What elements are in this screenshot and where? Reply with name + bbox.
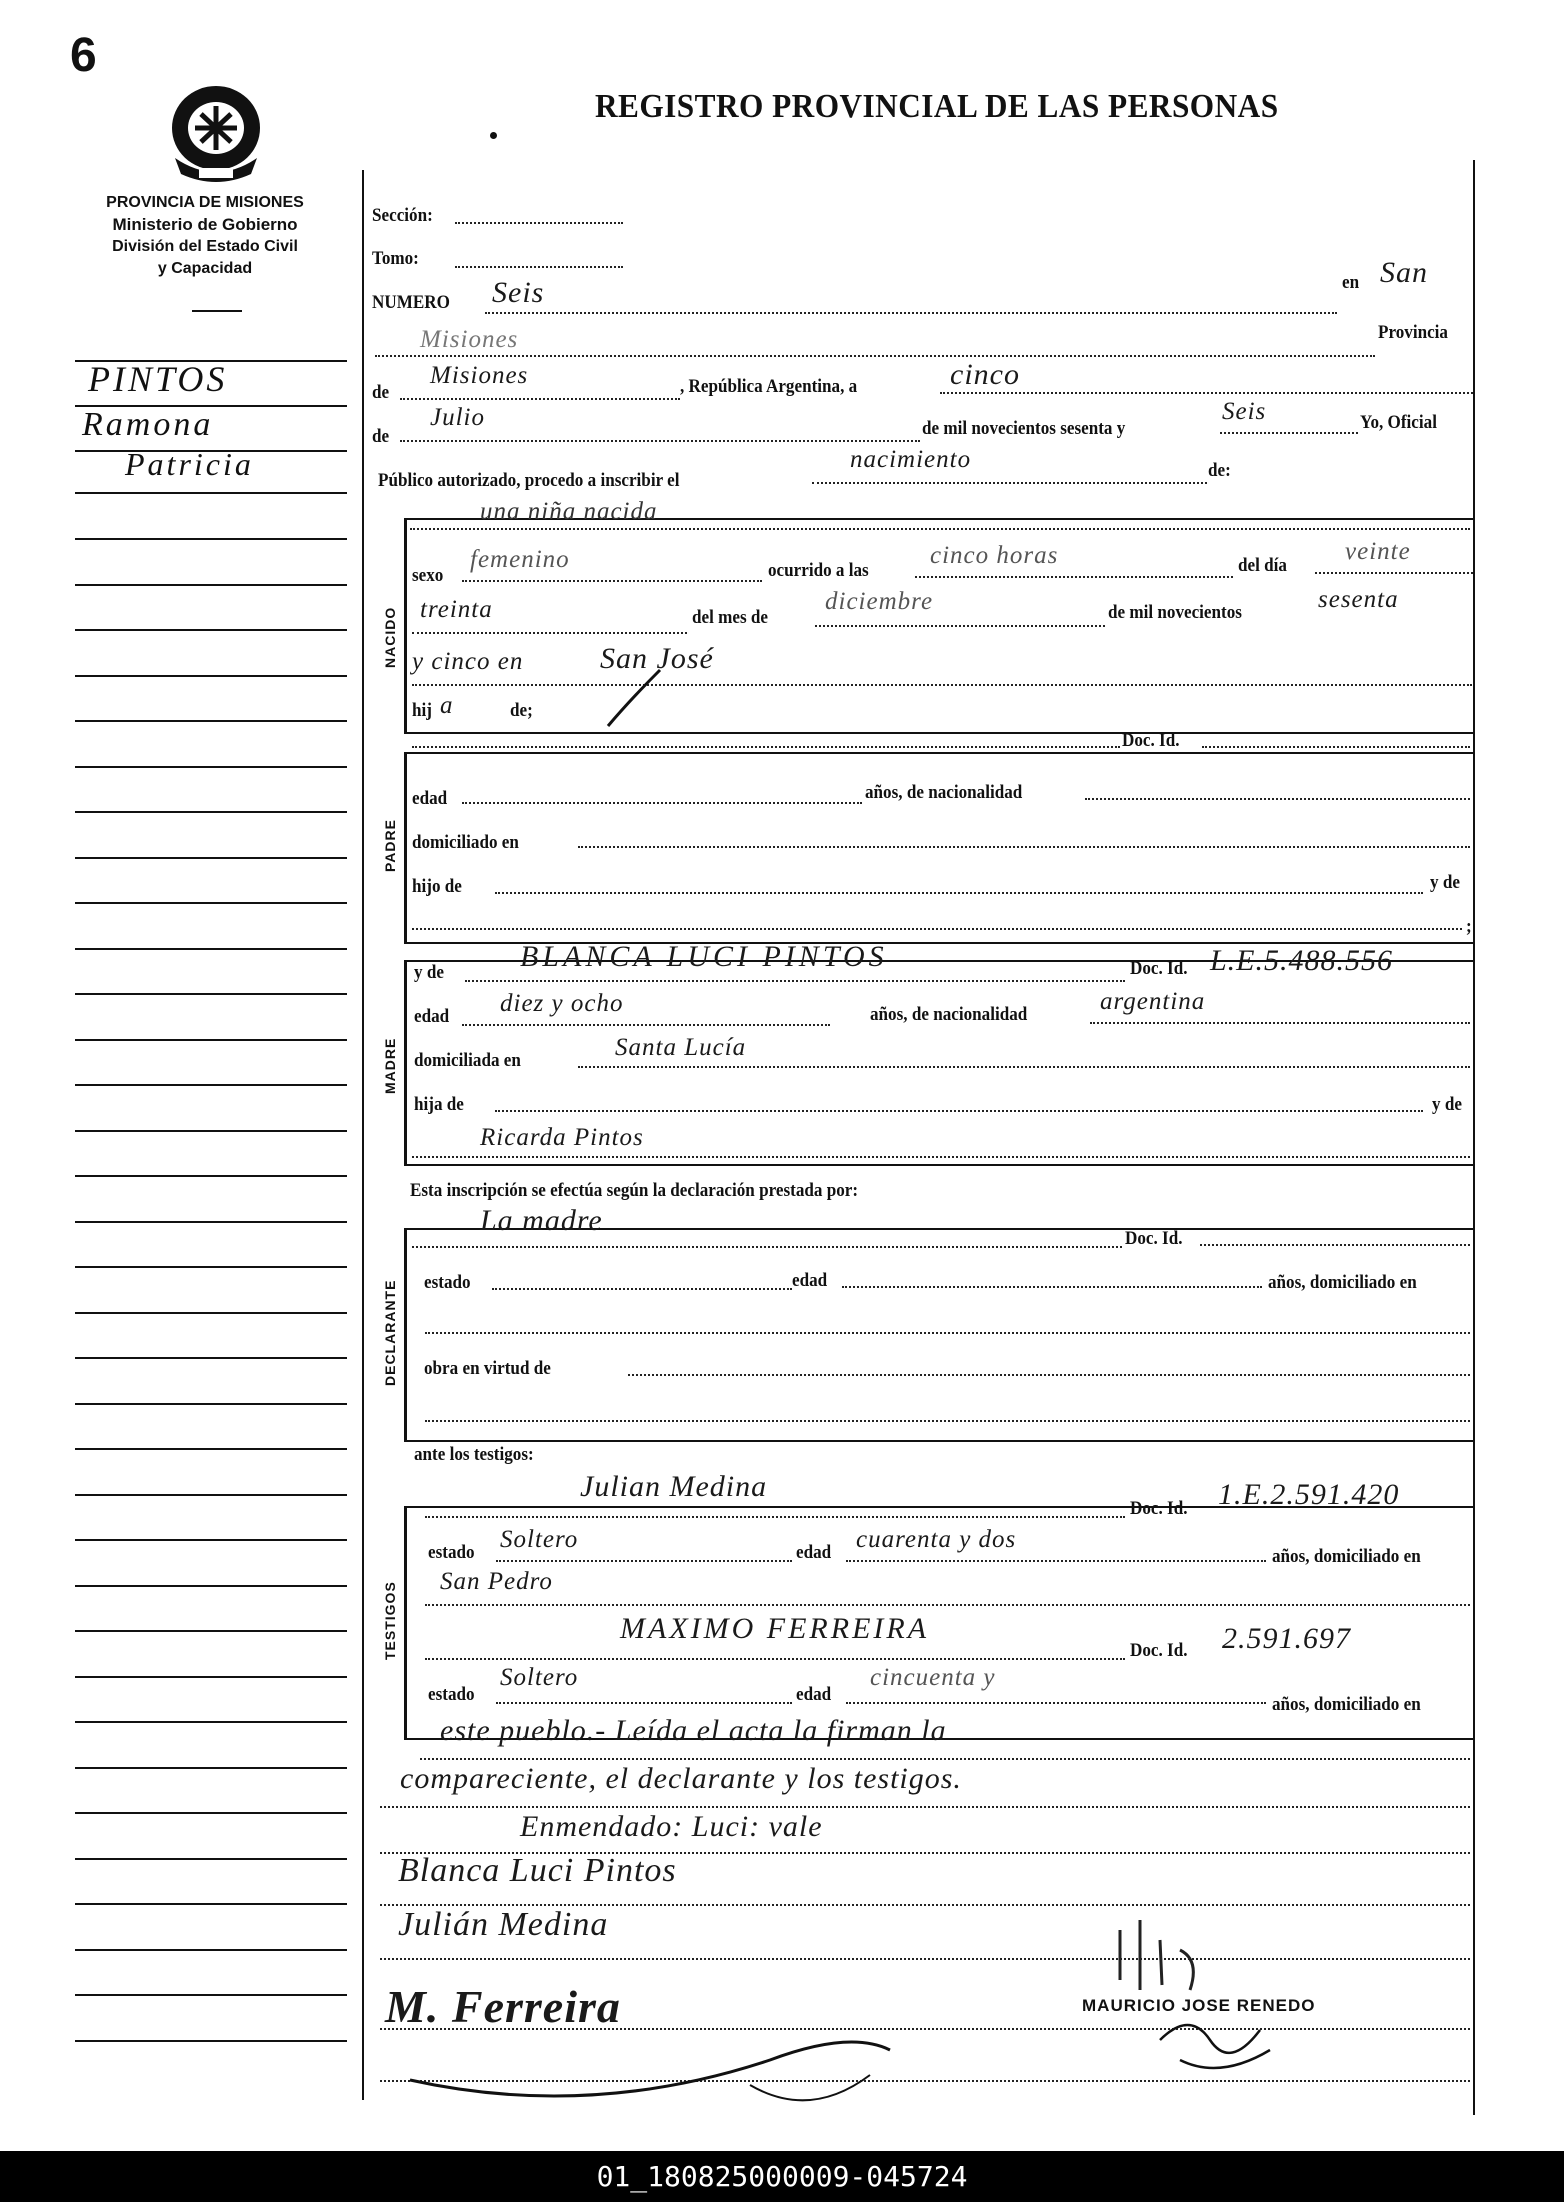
testigo2-dom-label: años, domiciliado en	[1272, 1694, 1421, 1715]
margin-line	[75, 902, 347, 904]
testigo2-edad-field[interactable]	[846, 1692, 1266, 1704]
del-dia-value: veinte	[1345, 538, 1411, 565]
sexo-label: sexo	[412, 565, 444, 586]
del-dia-field[interactable]	[1315, 562, 1473, 574]
testigo1-doc-label: Doc. Id.	[1130, 1498, 1188, 1519]
padre-nac-label: años, de nacionalidad	[865, 782, 1023, 803]
madre-name-value: BLANCA LUCI PINTOS	[520, 940, 888, 973]
agency-line-2: Ministerio de Gobierno	[112, 215, 298, 234]
margin-line	[75, 2040, 347, 2042]
margin-line	[75, 1221, 347, 1223]
madre-edad-label: edad	[414, 1006, 450, 1027]
margin-line	[75, 1949, 347, 1951]
testigo2-estado-field[interactable]	[496, 1692, 792, 1704]
padre-doc-label: Doc. Id.	[1122, 730, 1180, 751]
provincia-line-value: Misiones	[420, 326, 519, 353]
margin-line	[75, 1994, 347, 1996]
closing-line-1: este pueblo.- Leída el acta la firman la	[440, 1714, 947, 1747]
padre-edad-label: edad	[412, 788, 448, 809]
obra-field[interactable]	[628, 1364, 1470, 1376]
declarante-edad-field[interactable]	[842, 1276, 1262, 1288]
madre-dom-field[interactable]	[578, 1056, 1470, 1068]
agency-line-4: y Capacidad	[157, 260, 253, 277]
ocurrido-label: ocurrido a las	[768, 560, 869, 581]
margin-line	[75, 1357, 347, 1359]
document-title: REGISTRO PROVINCIAL DE LAS PERSONAS	[595, 88, 1279, 125]
declarante-dom-field[interactable]	[425, 1322, 1470, 1334]
margin-line	[75, 492, 347, 494]
cinco-en-value: y cinco en	[412, 648, 524, 675]
margin-line	[75, 1403, 347, 1405]
margin-line	[75, 1630, 347, 1632]
padre-nac-field[interactable]	[1085, 788, 1470, 800]
margin-line	[75, 1448, 347, 1450]
madre-hija-line[interactable]	[412, 1148, 1470, 1158]
de-field[interactable]	[400, 388, 680, 400]
dia2-field[interactable]	[412, 622, 687, 634]
declarante-section-label: DECLARANTE	[382, 1279, 398, 1386]
padre-name-field[interactable]	[412, 738, 1120, 748]
de-mil-label: de mil novecientos sesenta y	[922, 418, 1126, 439]
margin-line	[75, 1266, 347, 1268]
testigo1-dom-value: San Pedro	[440, 1568, 553, 1595]
ink-stroke	[600, 660, 680, 730]
lugar-value: San José	[600, 642, 714, 675]
padre-dom-label: domiciliado en	[412, 832, 519, 853]
header-divider	[192, 310, 242, 312]
hijo-label: hij	[412, 700, 432, 721]
margin-line	[75, 1721, 347, 1723]
margin-line	[75, 766, 347, 768]
margin-line	[75, 1858, 347, 1860]
madre-dom-label: domiciliada en	[414, 1050, 521, 1071]
signature-witness-2: M. Ferreira	[385, 1981, 621, 2032]
de-colon-label: de:	[1208, 460, 1231, 481]
testigo2-doc-value: 2.591.697	[1222, 1622, 1351, 1655]
sexo-field[interactable]	[462, 570, 762, 582]
sexo-value: femenino	[470, 546, 570, 573]
tomo-label: Tomo:	[372, 248, 419, 269]
margin-line	[75, 1585, 347, 1587]
madre-nac-value: argentina	[1100, 988, 1206, 1015]
del-dia-label: del día	[1238, 555, 1287, 576]
yo-oficial-label: Yo, Oficial	[1360, 412, 1437, 433]
provincial-seal-icon	[155, 78, 277, 186]
margin-line	[75, 629, 347, 631]
margin-line	[75, 1812, 347, 1814]
declaracion-label: Esta inscripción se efectúa según la declaración prestada por:	[410, 1180, 859, 1201]
del-mes-label: del mes de	[692, 607, 768, 628]
padre-line-field[interactable]	[412, 920, 1462, 930]
numero-field[interactable]	[485, 300, 1337, 314]
testigo1-dom-field[interactable]	[425, 1594, 1470, 1606]
numero-label: NUMERO	[372, 292, 450, 313]
signature-official-mark	[1110, 1910, 1230, 2000]
madre-section-label: MADRE	[382, 1037, 398, 1094]
signature-line-1	[380, 1896, 1470, 1906]
obra-line-2[interactable]	[425, 1410, 1470, 1422]
testigo1-estado-value: Soltero	[500, 1526, 579, 1553]
declarante-doc-field[interactable]	[1200, 1236, 1470, 1246]
dia2-value: treinta	[420, 596, 493, 623]
madre-name-field[interactable]	[465, 972, 1125, 982]
testigo1-edad-field[interactable]	[846, 1550, 1266, 1562]
declarante-value: La madre	[480, 1204, 603, 1237]
declarante-dom-label: años, domiciliado en	[1268, 1272, 1417, 1293]
padre-doc-field[interactable]	[1202, 738, 1470, 748]
ink-dot	[490, 132, 497, 139]
signature-flourish	[390, 1990, 910, 2110]
madre-doc-value: L.E.5.488.556	[1210, 944, 1394, 977]
provincia-label: Provincia	[1378, 322, 1448, 343]
padre-hijo-field[interactable]	[495, 882, 1423, 894]
closing-line-3: Enmendado: Luci: vale	[520, 1810, 823, 1843]
padre-section-label: PADRE	[382, 819, 398, 872]
madre-edad-field[interactable]	[462, 1014, 830, 1026]
testigo1-edad-label: edad	[796, 1542, 832, 1563]
signature-official	[1150, 2000, 1290, 2080]
testigo2-edad-value: cincuenta y	[870, 1664, 996, 1691]
testigo2-name-field[interactable]	[425, 1650, 1125, 1660]
sesenta-y-field[interactable]	[1220, 422, 1358, 434]
margin-line	[75, 993, 347, 995]
declarante-estado-label: estado	[424, 1272, 471, 1293]
madre-hija-label: hija de	[414, 1094, 464, 1115]
testigo1-doc-value: 1.E.2.591.420	[1218, 1478, 1400, 1511]
publico-label: Público autorizado, procedo a inscribir el	[378, 470, 680, 491]
testigo1-estado-field[interactable]	[496, 1550, 792, 1562]
inscribir-field[interactable]	[812, 472, 1207, 484]
republica-label: , República Argentina, a	[680, 376, 858, 397]
declarante-edad-label: edad	[792, 1270, 828, 1291]
seccion-field[interactable]	[455, 208, 623, 224]
ocurrido-value: cinco horas	[930, 542, 1059, 569]
padre-y-de-label: y de	[1430, 872, 1460, 893]
month-field[interactable]	[400, 430, 920, 442]
padre-semicolon: ;	[1466, 916, 1472, 937]
mes-value: diciembre	[825, 588, 934, 615]
padre-dom-field[interactable]	[578, 836, 1470, 848]
margin-line	[75, 1175, 347, 1177]
hijo-de-label: de;	[510, 700, 533, 721]
madre-doc-label: Doc. Id.	[1130, 958, 1188, 979]
testigos-section-label: TESTIGOS	[382, 1581, 398, 1660]
agency-line-3: División del Estado Civil	[112, 238, 298, 255]
signature-witness-1: Julián Medina	[398, 1906, 609, 1943]
margin-given-name-1: Ramona	[82, 406, 214, 443]
en-label: en	[1342, 272, 1360, 293]
official-name: MAURICIO JOSE RENEDO	[1082, 1996, 1316, 2015]
day-value: cinco	[950, 358, 1020, 391]
margin-line	[75, 584, 347, 586]
madre-edad-value: diez y ocho	[500, 990, 624, 1017]
declarante-doc-label: Doc. Id.	[1125, 1228, 1183, 1249]
testigo2-name-value: MAXIMO FERREIRA	[620, 1612, 930, 1645]
testigo1-name-field[interactable]	[425, 1508, 1125, 1518]
mes-field[interactable]	[815, 615, 1105, 627]
nacido-desc-value: una niña nacida	[480, 498, 658, 525]
testigos-label: ante los testigos:	[414, 1444, 534, 1465]
declarante-estado-field[interactable]	[492, 1278, 792, 1290]
margin-line	[75, 720, 347, 722]
closing-field-1[interactable]	[420, 1750, 1470, 1760]
madre-nac-field[interactable]	[1090, 1012, 1470, 1024]
month-value: Julio	[430, 404, 485, 431]
de-label: de	[372, 382, 390, 403]
page-number: 6	[70, 29, 97, 82]
margin-divider	[362, 170, 364, 2100]
margin-given-name-2: Patricia	[125, 446, 254, 482]
numero-value: Seis	[492, 276, 545, 309]
document-id-footer: 01_180825000009-045724	[0, 2151, 1564, 2202]
closing-field-2[interactable]	[380, 1798, 1470, 1808]
inscribir-value: nacimiento	[850, 446, 972, 473]
signature-mother: Blanca Luci Pintos	[398, 1852, 677, 1889]
seccion-label: Sección:	[372, 205, 433, 226]
margin-line	[75, 1539, 347, 1541]
testigo2-estado-value: Soltero	[500, 1664, 579, 1691]
madre-hija-de-value: Ricarda Pintos	[480, 1124, 644, 1151]
provincia-field[interactable]	[375, 345, 1375, 357]
margin-line	[75, 1767, 347, 1769]
closing-line-2: compareciente, el declarante y los testigos.	[400, 1762, 962, 1795]
agency-header	[50, 192, 360, 280]
mil-nov-value: sesenta	[1318, 586, 1399, 613]
testigo2-estado-label: estado	[428, 1684, 475, 1705]
testigo2-edad-label: edad	[796, 1684, 832, 1705]
madre-nac-label: años, de nacionalidad	[870, 1004, 1028, 1025]
de-label-2: de	[372, 426, 390, 447]
margin-line	[75, 1903, 347, 1905]
de-mil-nov-label: de mil novecientos	[1108, 602, 1242, 623]
madre-y-de-label-2: y de	[1432, 1094, 1462, 1115]
madre-y-de-label: y de	[414, 962, 444, 983]
testigo1-edad-value: cuarenta y dos	[856, 1526, 1017, 1553]
nacido-section-label: NACIDO	[382, 606, 398, 668]
lugar-field[interactable]	[412, 676, 1472, 686]
margin-line	[75, 675, 347, 677]
declarante-field[interactable]	[412, 1238, 1122, 1248]
margin-line	[75, 1494, 347, 1496]
testigo1-name-value: Julian Medina	[580, 1470, 768, 1503]
ocurrido-field[interactable]	[915, 566, 1233, 578]
signature-line-2	[380, 1950, 1470, 1960]
margin-surname: PINTOS	[88, 359, 228, 399]
margin-line	[75, 857, 347, 859]
testigo1-estado-label: estado	[428, 1542, 475, 1563]
padre-hijo-label: hijo de	[412, 876, 462, 897]
sesenta-y-value: Seis	[1222, 398, 1267, 425]
margin-line	[75, 1084, 347, 1086]
madre-hija-field[interactable]	[495, 1100, 1423, 1112]
de-value: Misiones	[430, 362, 529, 389]
margin-line	[75, 948, 347, 950]
padre-edad-field[interactable]	[462, 792, 862, 804]
padre-bracket	[404, 752, 1475, 944]
madre-dom-value: Santa Lucía	[615, 1034, 747, 1061]
testigo2-doc-label: Doc. Id.	[1130, 1640, 1188, 1661]
tomo-field[interactable]	[455, 252, 623, 268]
margin-line	[75, 1312, 347, 1314]
day-field[interactable]	[940, 382, 1473, 394]
margin-line	[75, 1039, 347, 1041]
hija-value: a	[440, 692, 454, 719]
obra-label: obra en virtud de	[424, 1358, 551, 1379]
testigo1-dom-label: años, domiciliado en	[1272, 1546, 1421, 1567]
nacido-desc-field[interactable]	[410, 520, 1470, 530]
margin-line	[75, 1676, 347, 1678]
en-value: San	[1380, 256, 1428, 289]
agency-line-1: PROVINCIA DE MISIONES	[106, 194, 304, 211]
margin-line	[75, 538, 347, 540]
margin-line	[75, 811, 347, 813]
margin-line	[75, 1130, 347, 1132]
